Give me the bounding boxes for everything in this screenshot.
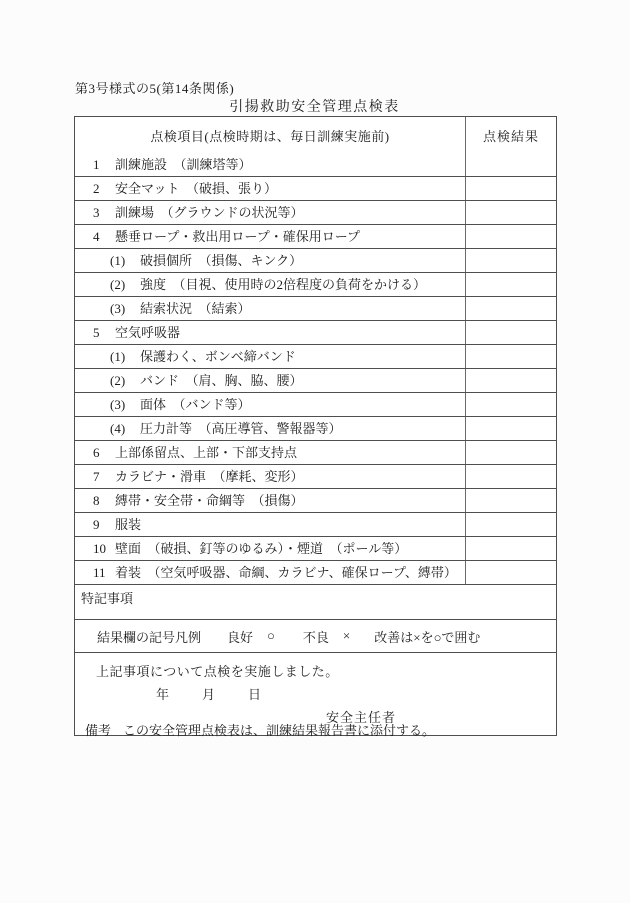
date-month-label: 月 <box>202 687 216 702</box>
remark-label: 備考 <box>85 723 112 738</box>
header-item-column: 点検項目(点検時期は、毎日訓練実施前) <box>75 117 466 153</box>
result-cell <box>466 153 556 176</box>
item-cell <box>75 321 466 344</box>
legend-good-label: 良好 <box>227 629 254 645</box>
item-cell <box>75 225 466 248</box>
item-label: カラビナ・滑車 （摩耗、変形） <box>115 468 304 484</box>
item-cell <box>75 297 466 320</box>
item-label: 破損個所 （損傷、キンク） <box>140 252 303 268</box>
item-number: 10 <box>93 540 106 556</box>
table-row <box>75 440 556 464</box>
item-number: (1) <box>110 252 126 268</box>
item-label: 保護わく、ボンベ締バンド <box>140 348 296 364</box>
item-cell <box>75 465 466 488</box>
item-label: 結索状況 （結索） <box>140 300 251 316</box>
result-cell <box>466 537 556 560</box>
checklist-rows <box>75 153 556 584</box>
table-row <box>75 296 556 320</box>
item-label: 強度 （目視、使用時の2倍程度の負荷をかける） <box>140 276 427 292</box>
result-cell <box>466 321 556 344</box>
result-cell <box>466 177 556 200</box>
item-cell <box>75 345 466 368</box>
item-cell <box>75 153 466 176</box>
table-row <box>75 392 556 416</box>
item-number: 2 <box>93 180 100 196</box>
result-cell <box>466 417 556 440</box>
item-cell <box>75 561 466 584</box>
item-label: 懸垂ロープ・救出用ロープ・確保用ロープ <box>115 228 361 244</box>
table-row <box>75 488 556 512</box>
table-row <box>75 560 556 584</box>
result-cell <box>466 513 556 536</box>
item-cell <box>75 537 466 560</box>
item-cell <box>75 417 466 440</box>
item-label: 服装 <box>115 516 142 532</box>
result-cell <box>466 249 556 272</box>
legend-bad-label: 不良 <box>302 629 329 645</box>
item-cell <box>75 513 466 536</box>
item-label: 訓練施設 （訓練塔等） <box>115 156 252 172</box>
table-header-row <box>75 117 556 153</box>
item-label: 訓練場 （グラウンドの状況等） <box>115 204 304 220</box>
result-cell <box>466 297 556 320</box>
special-notes-section: 特記事項 <box>75 584 556 619</box>
bad-cross-symbol: × <box>342 628 351 643</box>
item-label: 壁面 （破損、釘等のゆるみ）・煙道 （ポール等） <box>115 540 408 556</box>
item-number: (3) <box>110 300 126 316</box>
item-cell <box>75 177 466 200</box>
table-row <box>75 272 556 296</box>
item-label: 安全マット （破損、張り） <box>115 180 277 196</box>
legend-improvement-note: 改善は×を○で囲む <box>374 629 481 645</box>
inspection-table <box>74 116 557 736</box>
item-cell <box>75 249 466 272</box>
item-cell <box>75 369 466 392</box>
table-row <box>75 368 556 392</box>
item-number: (4) <box>110 420 126 436</box>
table-row <box>75 200 556 224</box>
item-cell <box>75 441 466 464</box>
form-reference: 第3号様式の5(第14条関係) <box>75 81 235 96</box>
good-circle-symbol: ○ <box>267 628 275 643</box>
table-row <box>75 248 556 272</box>
remark-text: この安全管理点検表は、訓練結果報告書に添付する。 <box>123 723 436 738</box>
table-row <box>75 512 556 536</box>
table-row <box>75 176 556 200</box>
item-number: 4 <box>93 228 100 244</box>
item-number: (1) <box>110 348 126 364</box>
result-cell <box>466 225 556 248</box>
item-number: 5 <box>93 324 100 340</box>
item-number: 8 <box>93 492 100 508</box>
item-label: 上部係留点、上部・下部支持点 <box>115 444 298 460</box>
item-label: 縛帯・安全帯・命綱等 （損傷） <box>115 492 304 508</box>
item-cell <box>75 393 466 416</box>
result-cell <box>466 441 556 464</box>
result-cell <box>466 201 556 224</box>
result-cell <box>466 393 556 416</box>
item-label: 圧力計等 （高圧導管、警報器等） <box>140 420 342 436</box>
item-number: 6 <box>93 444 100 460</box>
table-row <box>75 320 556 344</box>
item-number: (2) <box>110 372 126 388</box>
table-row <box>75 464 556 488</box>
safety-chief-label: 安全主任者 <box>326 710 397 725</box>
item-cell <box>75 201 466 224</box>
item-number: 9 <box>93 516 100 532</box>
page-title: 引揚救助安全管理点検表 <box>229 100 400 115</box>
table-row <box>75 536 556 560</box>
date-year-label: 年 <box>156 687 170 702</box>
footer-remark <box>85 720 435 739</box>
result-cell <box>466 561 556 584</box>
result-cell <box>466 345 556 368</box>
date-day-label: 日 <box>248 687 262 702</box>
result-cell <box>466 369 556 392</box>
item-label: バンド （肩、胸、脇、腰） <box>140 372 303 388</box>
table-row <box>75 224 556 248</box>
item-label: 空気呼吸器 <box>115 324 181 340</box>
result-cell <box>466 465 556 488</box>
item-cell <box>75 489 466 512</box>
signoff-statement: 上記事項について点検を実施しました。 <box>96 664 339 679</box>
item-number: (2) <box>110 276 126 292</box>
item-number: 11 <box>93 564 106 580</box>
table-row <box>75 344 556 368</box>
item-label: 面体 （バンド等） <box>140 396 251 412</box>
result-cell <box>466 273 556 296</box>
table-row <box>75 153 556 176</box>
item-number: 3 <box>93 204 100 220</box>
item-label: 着装 （空気呼吸器、命綱、カラビナ、確保ロープ、縛帯） <box>115 564 457 580</box>
table-row <box>75 416 556 440</box>
legend-row <box>75 619 556 652</box>
item-number: 1 <box>93 156 100 172</box>
header-result-column: 点検結果 <box>482 128 539 144</box>
item-number: 7 <box>93 468 100 484</box>
item-cell <box>75 273 466 296</box>
item-number: (3) <box>110 396 126 412</box>
result-cell <box>466 489 556 512</box>
legend-label: 結果欄の記号凡例 <box>97 629 202 645</box>
